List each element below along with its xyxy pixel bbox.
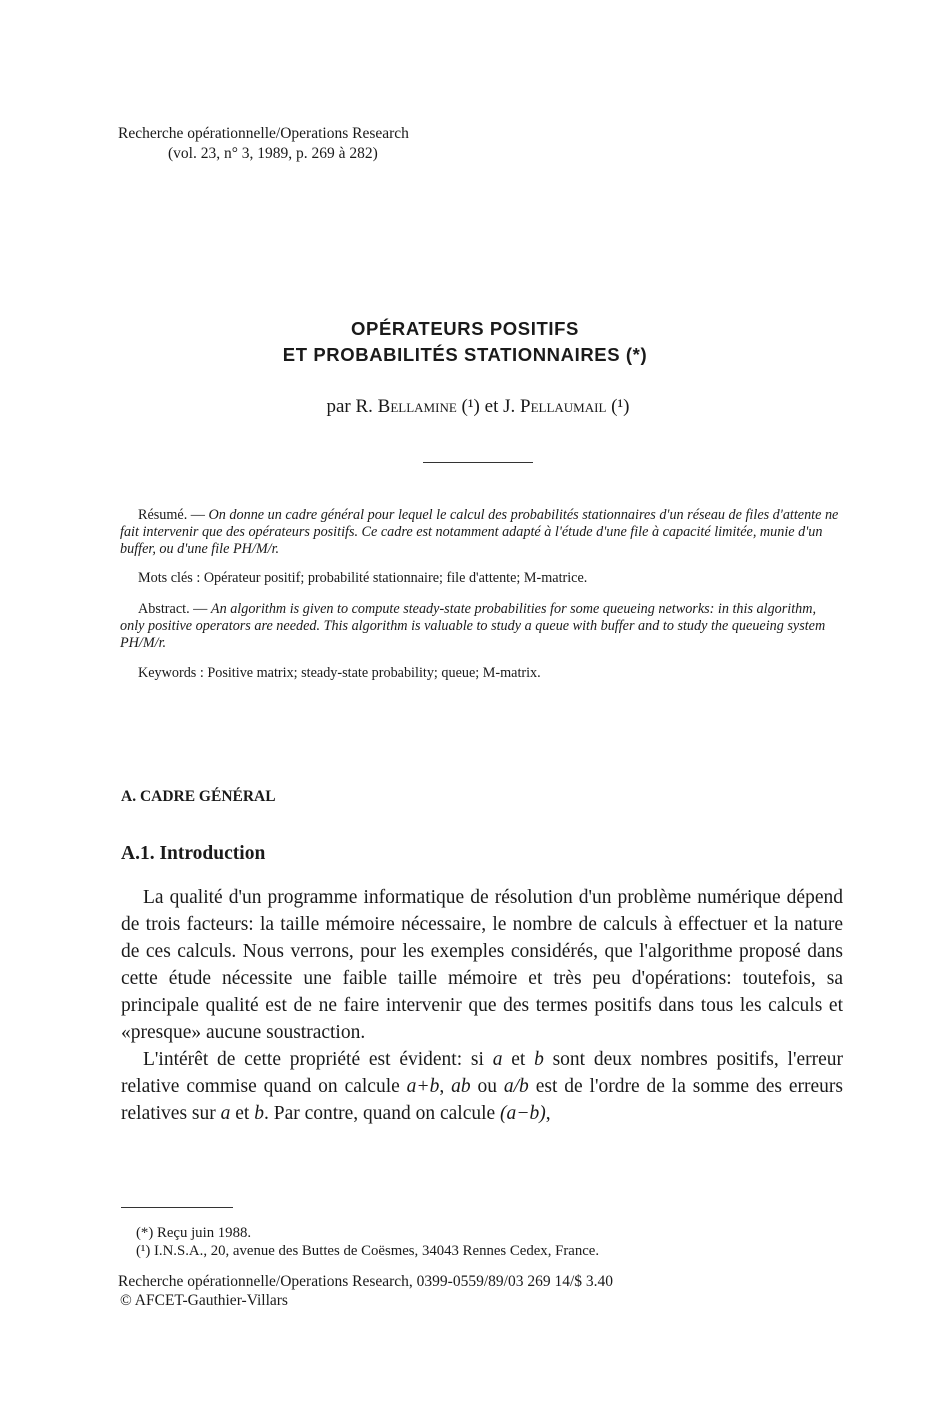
author-1-footnote-mark: (¹) — [461, 396, 480, 417]
keywords-label: Keywords : — [138, 665, 208, 681]
math-var: b — [254, 1103, 264, 1124]
resume-block — [120, 507, 842, 558]
footnote-2-mark: (¹) — [136, 1243, 151, 1259]
abstract-block — [120, 601, 842, 652]
author-2: Pellaumail — [520, 396, 607, 417]
math-expr: a+b — [406, 1076, 440, 1097]
author-2-footnote-mark: (¹) — [611, 396, 630, 417]
title-line-1: OPÉRATEURS POSITIFS — [351, 318, 579, 339]
math-expr: (a−b) — [500, 1103, 546, 1124]
p2-text: L'intérêt de cette propriété est évident: si — [143, 1049, 493, 1070]
journal-volume: (vol. 23, n° 3, 1989, p. 269 à 282) — [168, 145, 378, 162]
mots-cles-block — [120, 570, 842, 587]
title-divider — [423, 462, 533, 463]
journal-name: Recherche opérationnelle/Operations Research — [118, 125, 409, 142]
math-var: a — [492, 1049, 503, 1070]
p2-text: et — [502, 1049, 535, 1070]
publisher-line: Recherche opérationnelle/Operations Research, 0399-0559/89/03 269 14/$ 3.40 — [118, 1273, 614, 1290]
math-expr: ab — [451, 1076, 471, 1097]
section-heading-a1: A.1. Introduction — [121, 843, 266, 864]
math-expr: a/b — [503, 1076, 529, 1097]
body-text — [121, 884, 843, 1127]
body-paragraph-1: La qualité d'un programme informatique de résolution d'un problème numérique dépend de trois facteurs: la taille mémoire nécessaire, le nombre de calculs à effectuer et la nature de ces calculs. Nous verrons, pour les exemples considérés, que l'algorithme proposé dans cette étude nécessite une faible taille mémoire et très peu d'opérations: toutefois, sa principale qualité est de ne faire intervenir que des termes positifs dans tous les calculs et «presque» aucune soustraction. — [121, 887, 843, 1043]
footnote-1-mark: (*) — [136, 1225, 154, 1241]
author-1: Bellamine — [377, 396, 457, 417]
p2-text: et — [230, 1103, 255, 1124]
footnote-divider — [121, 1207, 233, 1208]
authors — [0, 396, 930, 418]
footnote-1 — [136, 1224, 251, 1242]
keywords-text: Positive matrix; steady-state probability; queue; M-matrix. — [207, 665, 541, 681]
mots-cles-label: Mots clés : — [138, 570, 204, 586]
p2-text: ou — [470, 1076, 504, 1097]
authors-connector: et J. — [479, 396, 520, 417]
paper-title — [0, 316, 930, 368]
copyright-line: © AFCET-Gauthier-Villars — [120, 1292, 288, 1309]
keywords-block — [120, 665, 842, 682]
section-heading-a: A. CADRE GÉNÉRAL — [121, 788, 276, 805]
p2-text: est de l'ordre de la somme des erreurs relatives sur — [121, 1076, 843, 1124]
journal-header — [118, 124, 409, 164]
abstract-label: Abstract. — — [138, 601, 211, 617]
p2-text: . Par contre, quand on calcule — [263, 1103, 501, 1124]
p2-text: , — [439, 1076, 452, 1097]
footnote-1-text: Reçu juin 1988. — [153, 1225, 252, 1241]
footnote-2 — [136, 1242, 599, 1260]
mots-cles-text: Opérateur positif; probabilité stationnaire; file d'attente; M-matrice. — [203, 570, 588, 586]
body-paragraph-2 — [121, 1046, 843, 1127]
abstract-text: An algorithm is given to compute steady-state probabilities for some queueing networks: in this algorithm, only positive operators are needed. This algorithm is valuable to study a queue with buffer and to study the queueing system PH/M/r. — [120, 601, 826, 651]
math-var: b — [534, 1049, 544, 1070]
math-var: a — [220, 1103, 231, 1124]
footnote-2-text: I.N.S.A., 20, avenue des Buttes de Coësmes, 34043 Rennes Cedex, France. — [150, 1243, 600, 1259]
authors-prefix: par R. — [326, 396, 378, 417]
publisher-footer — [118, 1272, 613, 1310]
p2-text: , — [545, 1103, 551, 1124]
p2-text: sont deux nombres positifs, l'erreur relative commise quand on calcule — [121, 1049, 843, 1097]
resume-label: Résumé. — — [138, 507, 209, 523]
title-line-2: ET PROBABILITÉS STATIONNAIRES (*) — [282, 344, 648, 365]
resume-text: On donne un cadre général pour lequel le calcul des probabilités stationnaires d'un réseau de files d'attente ne fait intervenir que des opérateurs positifs. Ce cadre est notamment adapté à l'étude d'une file à capacité limitée, munie d'un buffer, ou d'une file PH/M/r. — [120, 507, 839, 557]
